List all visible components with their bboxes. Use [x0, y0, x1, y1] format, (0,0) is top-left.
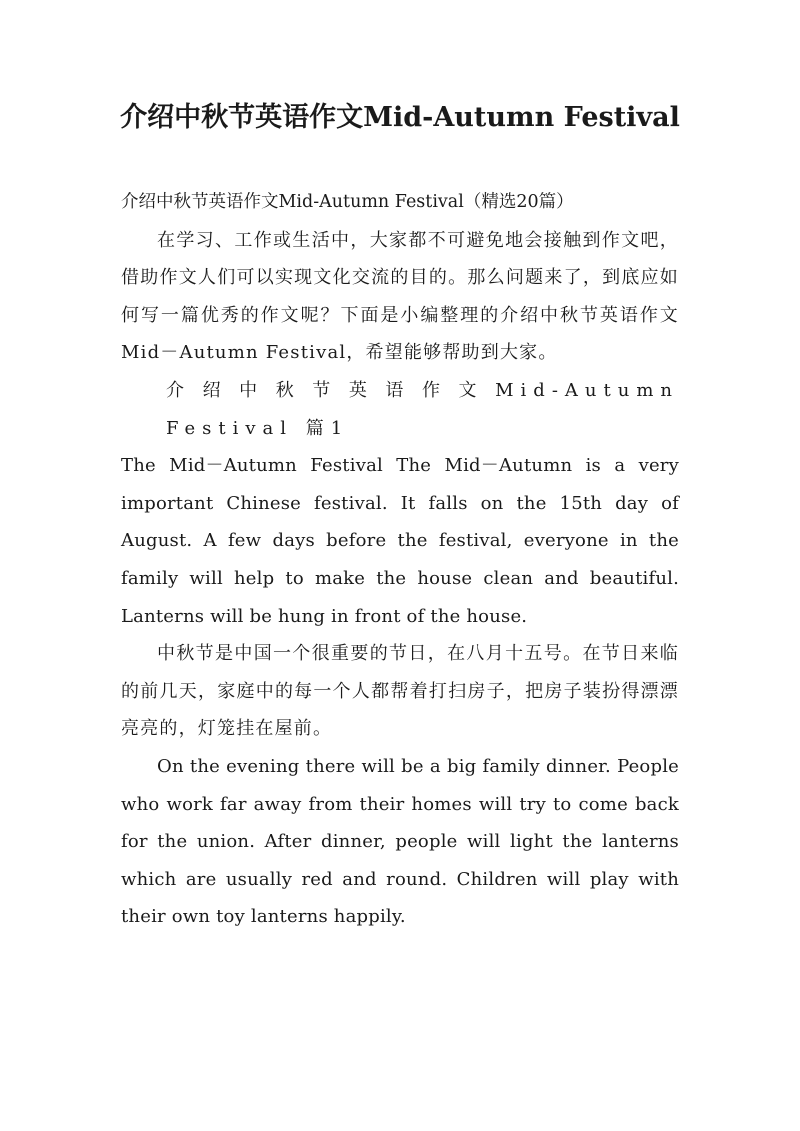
document-subtitle: 介绍中秋节英语作文Mid-Autumn Festival（精选20篇） — [121, 192, 574, 212]
section-heading: 介绍中秋节英语作文Mid-Autumn Festival 篇1 — [166, 379, 679, 439]
document-title: 介绍中秋节英语作文Mid-Autumn Festival — [120, 102, 680, 133]
intro-paragraph: 在学习、工作或生活中，大家都不可避免地会接触到作文吧，借助作文人们可以实现文化交流的目的。那么问题来了，到底应如何写一篇优秀的作文呢？下面是小编整理的介绍中秋节英语作文 Mid－Autumn Festival，希望能够帮助到大家。 — [121, 229, 679, 364]
document-body — [121, 184, 679, 936]
english-paragraph-1: The Mid－Autumn Festival The Mid－Autumn is a very important Chinese festival. It falls on the 15th day of August. A few days before the festival, everyone in the family will help to make the house clean and beautiful. Lanterns will be hung in front of the house. — [121, 455, 679, 627]
chinese-paragraph-1: 中秋节是中国一个很重要的节日，在八月十五号。在节日来临的前几天，家庭中的每一个人都帮着打扫房子，把房子装扮得漂漂亮亮的，灯笼挂在屋前。 — [121, 643, 679, 740]
english-paragraph-2: On the evening there will be a big family dinner. People who work far away from their homes will try to come back for the union. After dinner, people will light the lanterns which are usually red and round. Children will play with their own toy lanterns happily. — [121, 755, 679, 928]
